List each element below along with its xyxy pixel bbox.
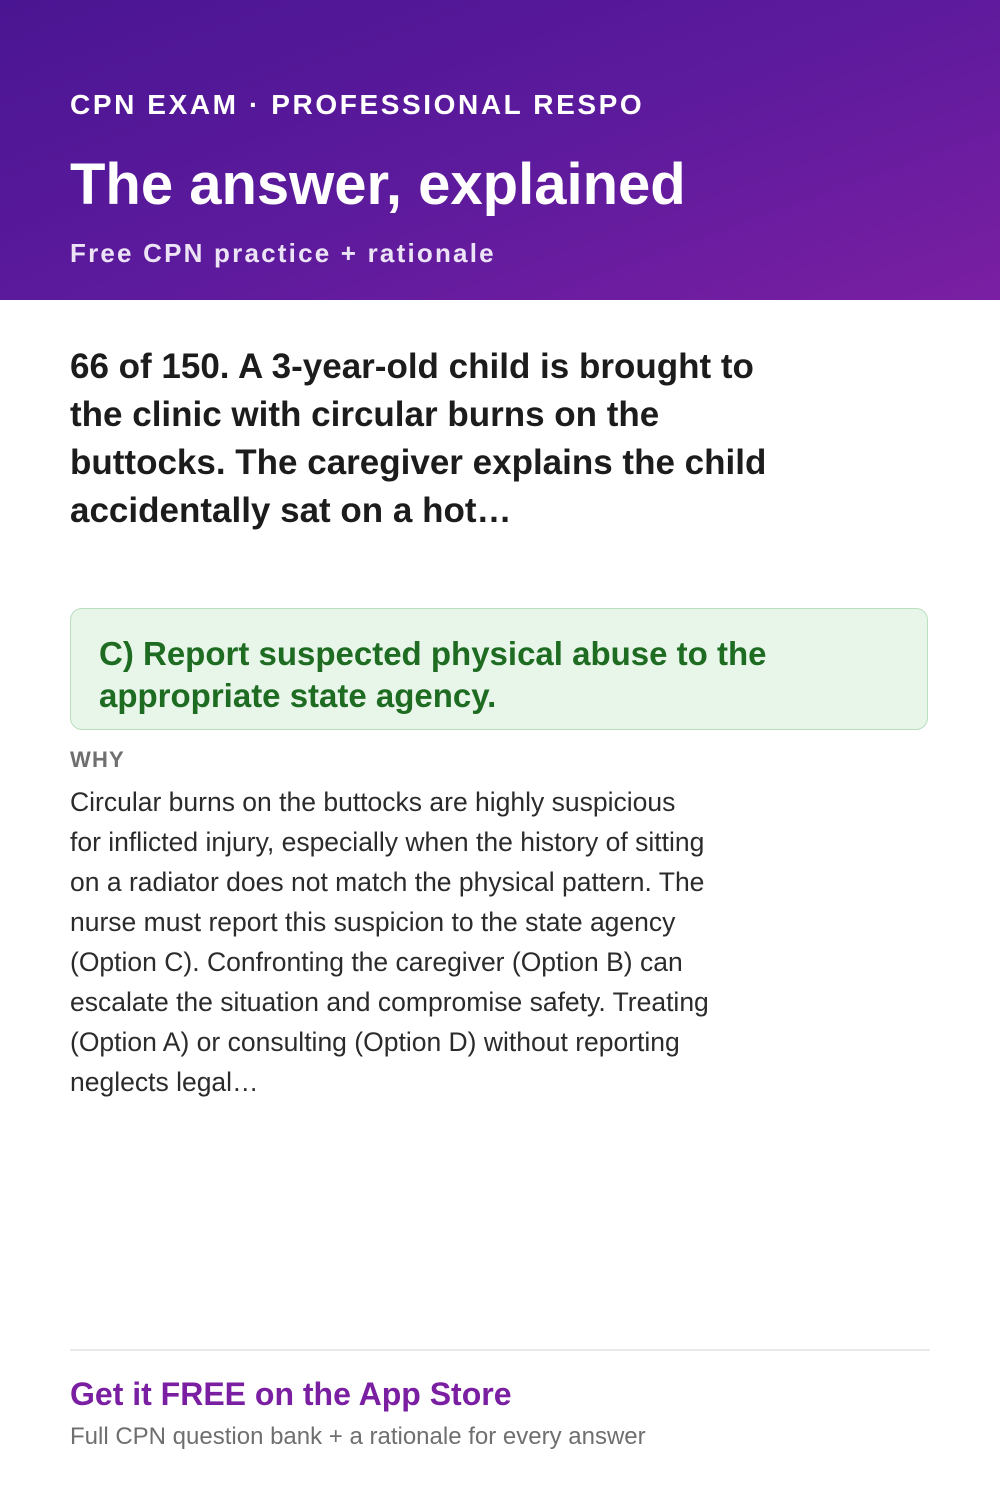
page-title: The answer, explained (70, 152, 686, 217)
app-store-description: Full CPN question bank + a rationale for every answer (70, 1423, 646, 1450)
rationale-label: WHY (70, 747, 125, 772)
header-banner (0, 0, 1000, 300)
correct-answer-box (70, 608, 928, 730)
question-text: 66 of 150. A 3-year-old child is brought to the clinic with circular burns on the buttocks. The caregiver explains the child accidentally sat on a hot… (70, 347, 767, 530)
footer-divider (70, 1349, 930, 1351)
rationale-text: Circular burns on the buttocks are highly suspicious for inflicted injury, especially when the history of sitting on a radiator does not match the physical pattern. The nurse must report this suspicion to the state agency (Option C). Confronting the caregiver (Option B) can escalate the situation and compromise safety. Treating (Option A) or consulting (Option D) without reporting neglects legal… (70, 787, 709, 1097)
app-store-link[interactable]: Get it FREE on the App Store (70, 1376, 512, 1412)
exam-category-label: CPN EXAM · PROFESSIONAL RESPO (70, 89, 645, 120)
correct-answer-text: C) Report suspected physical abuse to the appropriate state agency. (99, 635, 767, 714)
page-subtitle: Free CPN practice + rationale (70, 238, 496, 268)
